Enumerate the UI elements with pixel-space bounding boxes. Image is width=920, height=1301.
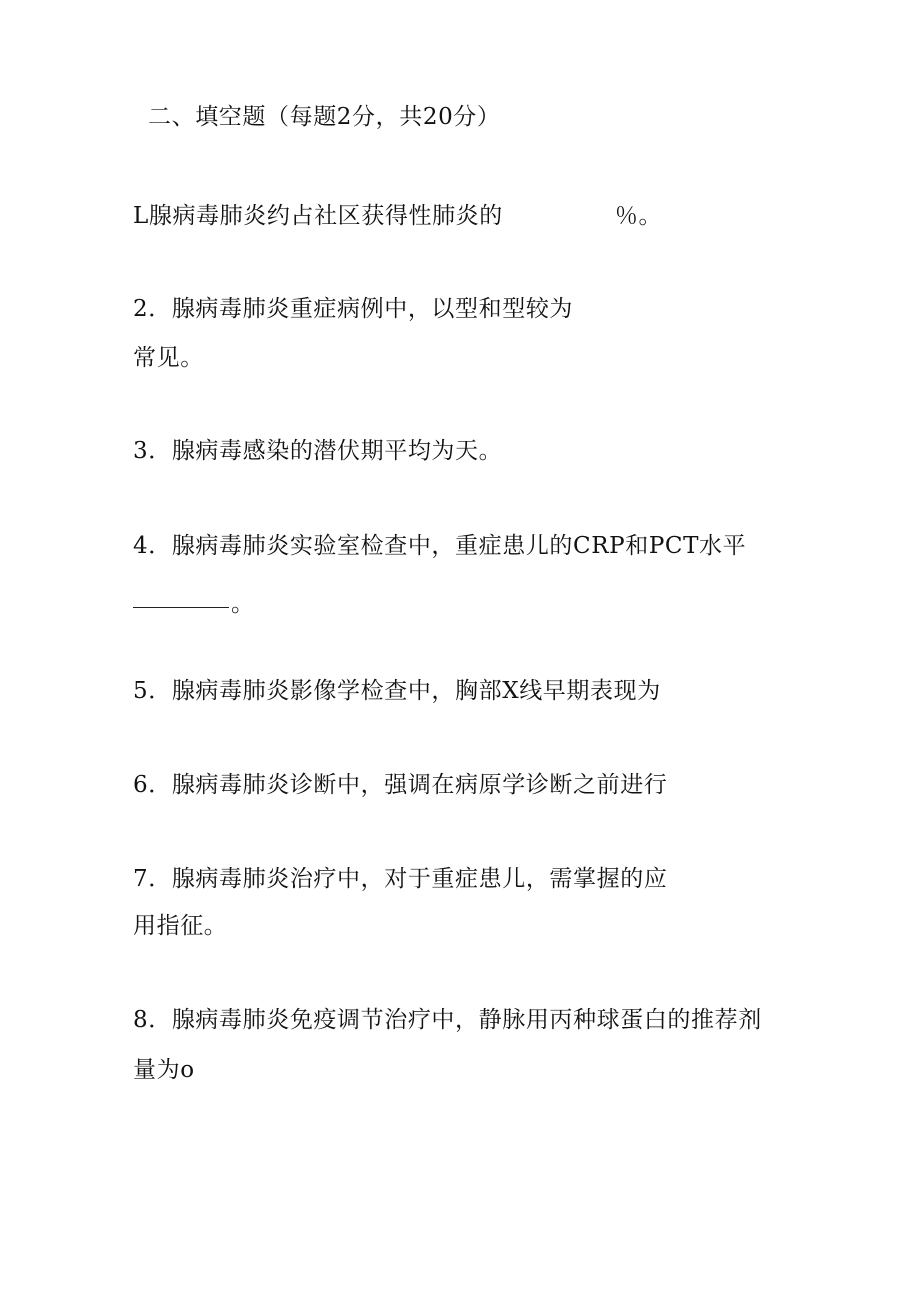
question-4-line-1: 4．腺病毒肺炎实验室检查中，重症患儿的CRP和PCT水平 [133,533,747,559]
question-4-ending: 。 [231,591,255,617]
question-6: 6．腺病毒肺炎诊断中，强调在病原学诊断之前进行 [133,772,668,798]
question-1-unit: ％。 [614,203,663,229]
question-8-line-1: 8．腺病毒肺炎免疫调节治疗中，静脉用丙种球蛋白的推荐剂 [133,1007,762,1033]
question-4-line-2 [133,589,255,619]
question-5: 5．腺病毒肺炎影像学检查中，胸部X线早期表现为 [133,678,661,704]
question-7-line-1: 7．腺病毒肺炎治疗中，对于重症患儿，需掌握的应 [133,866,668,892]
question-8-line-2: 量为o [133,1057,195,1083]
section-title: 二、填空题（每题2分，共20分） [148,104,501,130]
question-7-line-2: 用指征。 [133,913,228,939]
question-4-blank-underline [133,607,229,608]
question-1 [133,201,662,231]
question-1-text: L腺病毒肺炎约占社区获得性肺炎的 [133,203,503,229]
question-2-line-1: 2．腺病毒肺炎重症病例中，以型和型较为 [133,296,574,322]
question-2-line-2: 常见。 [133,345,204,371]
question-3: 3．腺病毒感染的潜伏期平均为天。 [133,438,503,464]
